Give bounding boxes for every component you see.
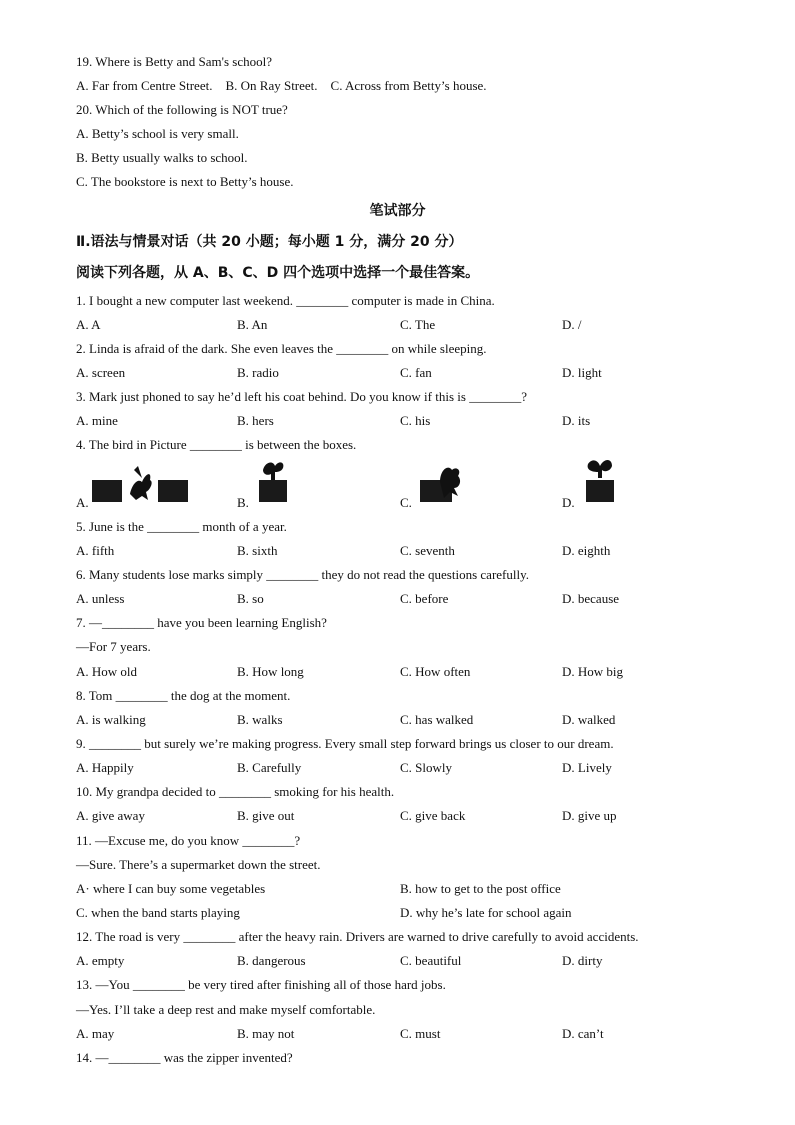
question-stem: 11. —Excuse me, do you know ________? — [76, 833, 301, 848]
option-b: B. give out — [237, 808, 295, 823]
question-stem: 12. The road is very ________ after the heavy rain. Drivers are warned to drive carefully to avoid accidents. — [76, 929, 639, 944]
option-c: C. give back — [400, 808, 466, 823]
question-response: —For 7 years. — [76, 639, 151, 654]
option-d: D. light — [562, 365, 602, 380]
q20-option-b: B. Betty usually walks to school. — [76, 150, 248, 165]
option-d: D. / — [562, 317, 582, 332]
option-b: B. Carefully — [237, 760, 302, 775]
question-stem: 1. I bought a new computer last weekend. ________ computer is made in China. — [76, 293, 495, 308]
option-b: B. so — [237, 591, 264, 606]
option-b: B. How long — [237, 664, 304, 679]
option-c: C. How often — [400, 664, 471, 679]
option-b: B. may not — [237, 1026, 295, 1041]
q20-option-c: C. The bookstore is next to Betty’s house. — [76, 174, 294, 189]
option-a: A. fifth — [76, 543, 115, 558]
option-a: A. unless — [76, 591, 125, 606]
bird-in-box-image — [418, 462, 468, 504]
option-a: A. screen — [76, 365, 126, 380]
option-a: A. may — [76, 1026, 115, 1041]
option-a: A. A — [76, 317, 101, 332]
option-b: B. hers — [237, 413, 274, 428]
option-b: B. walks — [237, 712, 283, 727]
option-b: B. how to get to the post office — [400, 881, 561, 896]
question-stem: 14. —________ was the zipper invented? — [76, 1050, 293, 1065]
option-a: A. How old — [76, 664, 138, 679]
question-stem: 10. My grandpa decided to ________ smoking for his health. — [76, 784, 395, 799]
section-heading: Ⅱ.语法与情景对话（共 20 小题；每小题 1 分，满分 20 分） — [76, 234, 463, 250]
option-b: B. An — [237, 317, 268, 332]
question-stem: 9. ________ but surely we’re making progress. Every small step forward brings us closer to our dream. — [76, 736, 614, 751]
option-d: D. dirty — [562, 953, 603, 968]
option-c: C. before — [400, 591, 449, 606]
option-c: C. must — [400, 1026, 441, 1041]
q19-options: A. Far from Centre Street. B. On Ray Street. C. Across from Betty’s house. — [76, 78, 487, 93]
option-a: A. empty — [76, 953, 125, 968]
option-d: D. because — [562, 591, 620, 606]
option-c: C. fan — [400, 365, 432, 380]
option-b: B. dangerous — [237, 953, 306, 968]
bird-above-box-image — [580, 456, 620, 504]
option-a: A. mine — [76, 413, 118, 428]
option-d: D. can’t — [562, 1026, 604, 1041]
q20-stem: 20. Which of the following is NOT true? — [76, 102, 288, 117]
question-stem: 2. Linda is afraid of the dark. She even leaves the ________ on while sleeping. — [76, 341, 487, 356]
option-a: A. give away — [76, 808, 145, 823]
option-b: B. radio — [237, 365, 279, 380]
option-d: D. its — [562, 413, 591, 428]
q19-stem: 19. Where is Betty and Sam's school? — [76, 54, 272, 69]
option-d: D. why he’s late for school again — [400, 905, 572, 920]
option-d: D. walked — [562, 712, 616, 727]
bird-between-boxes-image — [90, 464, 190, 504]
question-stem: 7. —________ have you been learning English? — [76, 615, 327, 630]
option-d: D. Lively — [562, 760, 612, 775]
option-d: D. give up — [562, 808, 617, 823]
question-response: —Yes. I’ll take a deep rest and make myself comfortable. — [76, 1002, 376, 1017]
option-a: A. is walking — [76, 712, 146, 727]
question-stem: 3. Mark just phoned to say he’d left his coat behind. Do you know if this is ________? — [76, 389, 527, 404]
option-c: C. his — [400, 413, 431, 428]
question-stem: 13. —You ________ be very tired after finishing all of those hard jobs. — [76, 977, 446, 992]
option-c: C. The — [400, 317, 436, 332]
option-a: A. Happily — [76, 760, 134, 775]
option-a: A· where I can buy some vegetables — [76, 881, 266, 896]
instruction: 阅读下列各题，从 A、B、C、D 四个选项中选择一个最佳答案。 — [76, 265, 480, 281]
q20-option-a: A. Betty’s school is very small. — [76, 126, 239, 141]
question-stem: 4. The bird in Picture ________ is between the boxes. — [76, 437, 357, 452]
option-c: C. has walked — [400, 712, 474, 727]
option-b: B. — [237, 495, 249, 510]
option-c: C. beautiful — [400, 953, 462, 968]
option-b: B. sixth — [237, 543, 278, 558]
section-title: 笔试部分 — [369, 203, 426, 219]
option-d: D. — [562, 495, 575, 510]
option-c: C. when the band starts playing — [76, 905, 240, 920]
question-stem: 6. Many students lose marks simply ________ they do not read the questions carefully. — [76, 567, 530, 582]
option-c: C. — [400, 495, 412, 510]
option-c: C. seventh — [400, 543, 455, 558]
bird-on-box-image — [253, 458, 293, 504]
question-response: —Sure. There’s a supermarket down the street. — [76, 857, 321, 872]
option-c: C. Slowly — [400, 760, 453, 775]
option-d: D. How big — [562, 664, 624, 679]
option-d: D. eighth — [562, 543, 611, 558]
option-a: A. — [76, 495, 89, 510]
question-stem: 8. Tom ________ the dog at the moment. — [76, 688, 291, 703]
question-stem: 5. June is the ________ month of a year. — [76, 519, 287, 534]
